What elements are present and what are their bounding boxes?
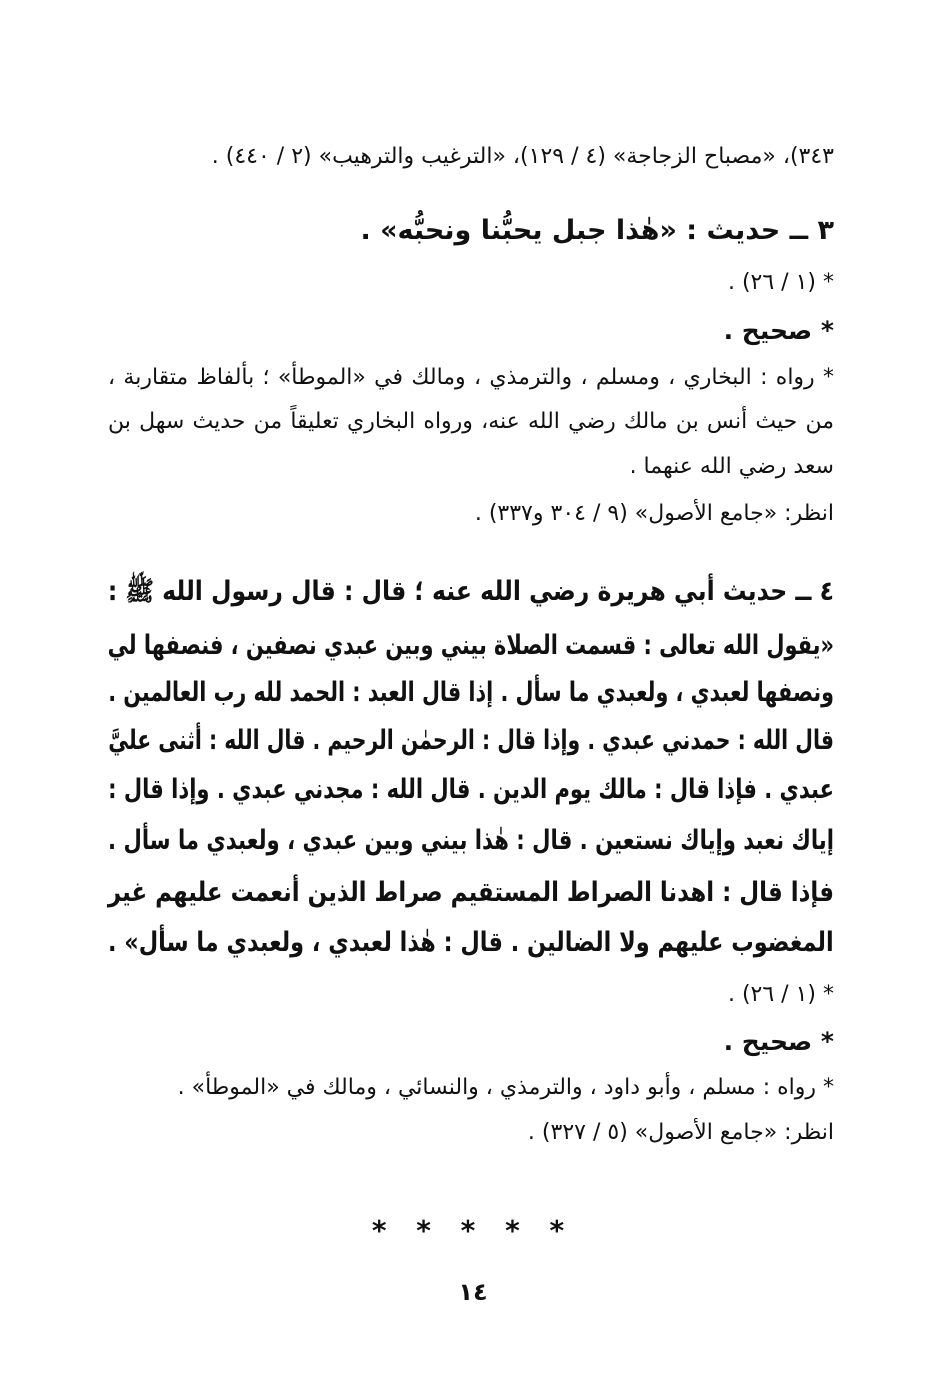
hadith-3-narration-line: سعد رضي الله عنهما . (629, 454, 834, 479)
page-number: ١٤ (458, 1278, 488, 1306)
hadith-4-text-line: المغضوب عليهم ولا الضالين . قال : هٰذا لعبدي ، ولعبدي ما سأل» . (108, 927, 834, 958)
section-separator: * * * * * (371, 1214, 575, 1247)
hadith-4-narration: * رواه : مسلم ، وأبو داود ، والترمذي ، والنسائي ، ومالك في «الموطأ» . (177, 1075, 834, 1100)
hadith-4-text-line: إياك نعبد وإياك نستعين . قال : هٰذا بيني وبين عبدي ، ولعبدي ما سأل . (108, 825, 835, 856)
hadith-4-text-line: قال الله : حمدني عبدي . وإذا قال : الرحمٰن الرحيم . قال الله : أثنى عليَّ (108, 725, 835, 756)
hadith-4-text-line: فإذا قال : اهدنا الصراط المستقيم صراط الذين أنعمت عليهم غير (107, 877, 834, 908)
hadith-3-reference: * (١ / ٢٦) . (727, 270, 834, 295)
hadith-4-grade: * صحيح . (723, 1027, 834, 1056)
hadith-3-narration-line: * رواه : البخاري ، ومسلم ، والترمذي ، ومالك في «الموطأ» ؛ بألفاظ متقاربة ، (108, 365, 834, 390)
hadith-3-narration-line: من حيث أنس بن مالك رضي الله عنه، ورواه البخاري تعليقاً من حديث سهل بن (108, 409, 834, 434)
hadith-3-title: ٣ ــ حديث : «هٰذا جبل يحبُّنا ونحبُّه» . (360, 215, 834, 246)
hadith-4-text-line: عبدي . فإذا قال : مالك يوم الدين . قال الله : مجدني عبدي . وإذا قال : (108, 774, 834, 805)
hadith-3-grade: * صحيح . (723, 316, 834, 345)
hadith-4-title: ٤ ــ حديث أبي هريرة رضي الله عنه ؛ قال : قال رسول الله ﷺ : (107, 576, 834, 607)
hadith-4-source: انظر: «جامع الأصول» (٥ / ٣٢٧) . (527, 1120, 834, 1145)
hadith-4-text-line: «يقول الله تعالى : قسمت الصلاة بيني وبين عبدي نصفين ، فنصفها لي (107, 630, 834, 661)
hadith-4-reference: * (١ / ٢٦) . (727, 982, 834, 1007)
hadith-4-text-line: ونصفها لعبدي ، ولعبدي ما سأل . إذا قال العبد : الحمد لله رب العالمين . (108, 677, 834, 708)
continued-reference: ٣٤٣)، «مصباح الزجاجة» (٤ / ١٢٩)، «الترغيب والترهيب» (٢ / ٤٤٠) . (211, 144, 834, 169)
hadith-3-source: انظر: «جامع الأصول» (٩ / ٣٠٤ و٣٣٧) . (474, 501, 834, 526)
